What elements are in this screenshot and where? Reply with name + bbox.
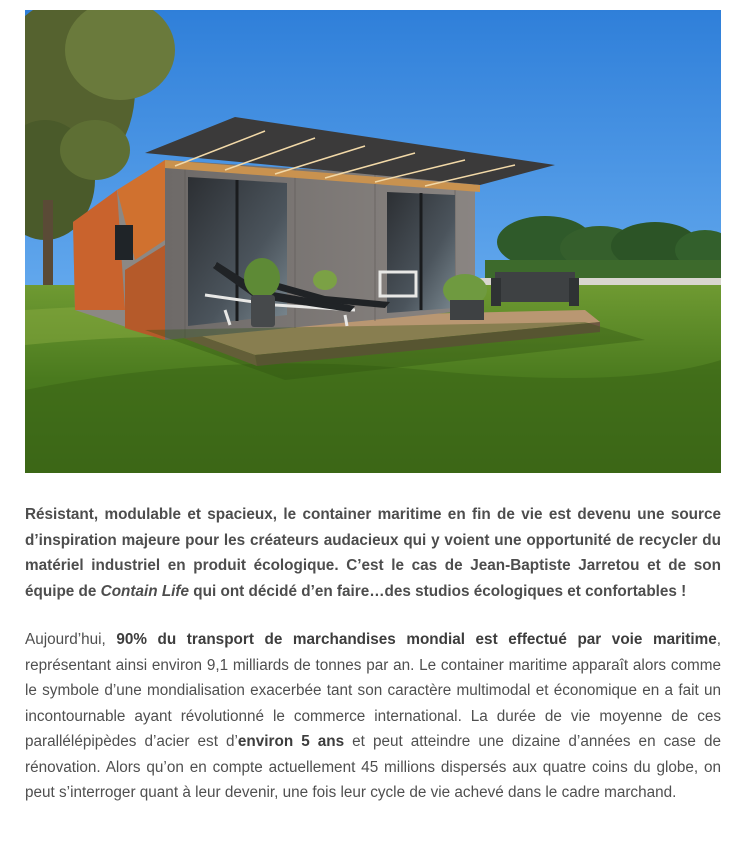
container-studio-photo [25,10,721,473]
intro-text-1: Résistant, modulable et spacieux, le container maritime en fin de vie est devenu une source d’inspiration majeure pour les créateurs audacieux qui y voient une opportunité de recycler du matériel industriel en produit écologique. C’est le cas de Jean-Baptiste Jarretou et de son équipe de [25,506,721,600]
body-highlight-lifespan: environ 5 ans [237,733,345,750]
body-text-1: Aujourd’hui, [25,631,117,648]
intro-paragraph [25,502,721,604]
lawn-shadow [25,360,721,473]
body-paragraph [25,627,721,806]
body-text-2: , représentant ainsi environ 9,1 milliards de tonnes par an. Le container maritime apparaît alors comme le symbole d’une mondialisation exacerbée tant son caractère multimodal et économique en a fait un incontournable ayant révolutionné le commerce international. La durée de vie moyenne de ces parallélépipèdes d’acier est d’ [25,631,721,750]
photo-illustration [25,10,721,473]
intro-text-2: qui ont décidé d’en faire…des studios écologiques et confortables ! [189,582,687,600]
body-text-3: et peut atteindre une dizaine d’années en case de rénovation. Alors qu’on en compte actuellement 45 millions dispersés aux quatre coins du globe, on peut s’interroger quant à leur devenir, une fois leur cycle de vie achevé dans le cadre marchand. [25,733,721,801]
body-highlight-maritime: 90% du transport de marchandises mondial est effectué par voie maritime [116,631,717,648]
brand-contain-life: Contain Life [100,582,190,600]
